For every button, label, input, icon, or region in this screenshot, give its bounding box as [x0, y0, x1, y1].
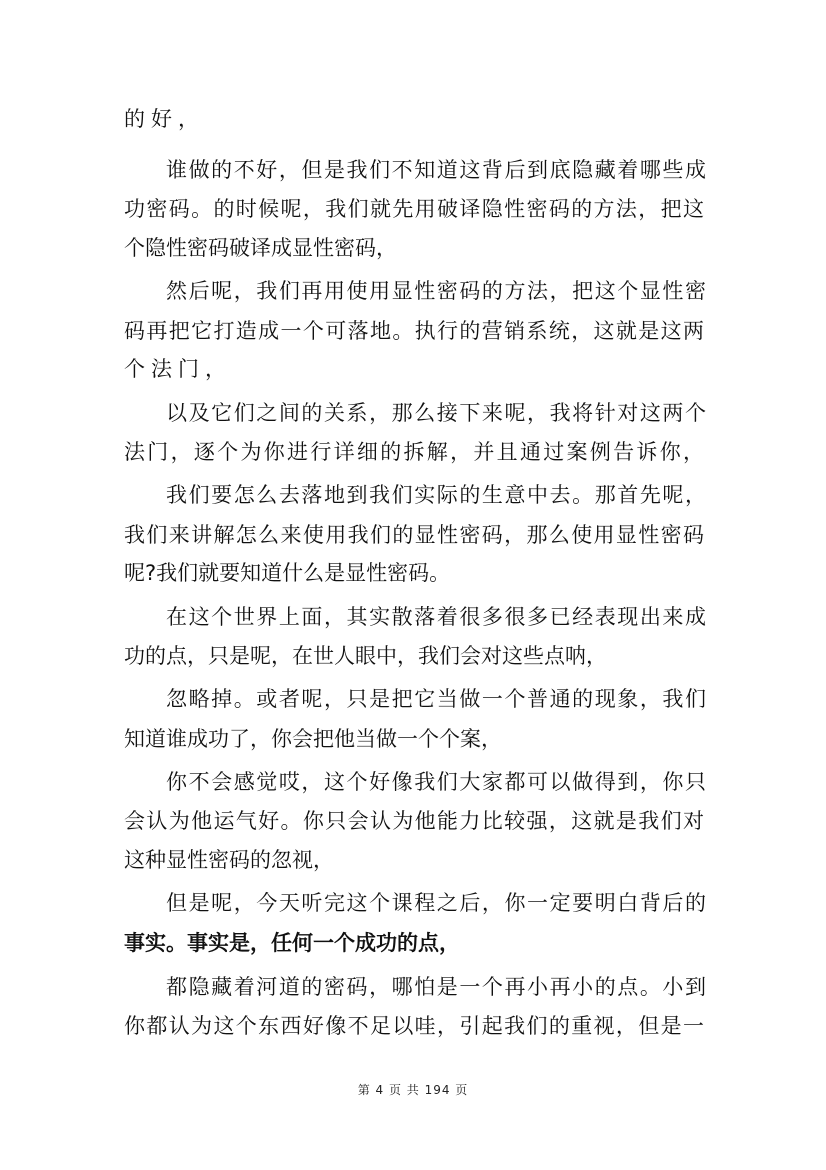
text-line: 谁做的不好，但是我们不知道这背后到底隐藏着哪些成 [166, 158, 706, 182]
text-line: 这种显性密码的忽视， [124, 848, 334, 872]
text-line: 知道谁成功了，你会把他当做一个个案， [124, 727, 502, 751]
text-line: 法门，逐个为你进行详细的拆解，并且通过案例告诉你， [124, 440, 704, 464]
text-line: 但是呢，今天听完这个课程之后，你一定要明白背后的 [166, 891, 706, 915]
text-line: 的好， [124, 107, 205, 131]
text-line: 在这个世界上面，其实散落着很多很多已经表现出来成 [166, 605, 706, 629]
text-line: 码再把它打造成一个可落地。执行的营销系统，这就是这两 [124, 319, 704, 343]
text-line: 功的点，只是呢，在世人眼中，我们会对这些点呐， [124, 644, 607, 668]
text-line: 呢?我们就要知道什么是显性密码。 [124, 561, 451, 585]
text-line: 以及它们之间的关系，那么接下来呢，我将针对这两个 [166, 401, 706, 425]
text-line: 我们要怎么去落地到我们实际的生意中去。那首先呢， [166, 483, 706, 507]
text-line: 忽略掉。或者呢，只是把它当做一个普通的现象，我们 [166, 687, 706, 711]
text-line: 你不会感觉哎，这个好像我们大家都可以做得到，你只 [166, 770, 706, 794]
text-line: 功密码。的时候呢，我们就先用破译隐性密码的方法，把这 [124, 197, 704, 221]
text-line: 我们来讲解怎么来使用我们的显性密码，那么使用显性密码 [124, 523, 704, 547]
text-line: 个法门， [124, 357, 232, 381]
text-line: 然后呢，我们再用使用显性密码的方法，把这个显性密 [166, 279, 706, 303]
text-line: 会认为他运气好。你只会认为他能力比较强，这就是我们对 [124, 809, 704, 833]
bold-text-line: 事实。事实是，任何一个成功的点， [124, 931, 460, 955]
text-line: 都隐藏着河道的密码，哪怕是一个再小再小的点。小到 [166, 975, 706, 999]
text-line: 个隐性密码破译成显性密码， [124, 236, 397, 260]
page-number-footer: 第 4 页 共 194 页 [357, 1083, 469, 1097]
text-line: 你都认为这个东西好像不足以哇，引起我们的重视，但是一 [124, 1014, 704, 1038]
